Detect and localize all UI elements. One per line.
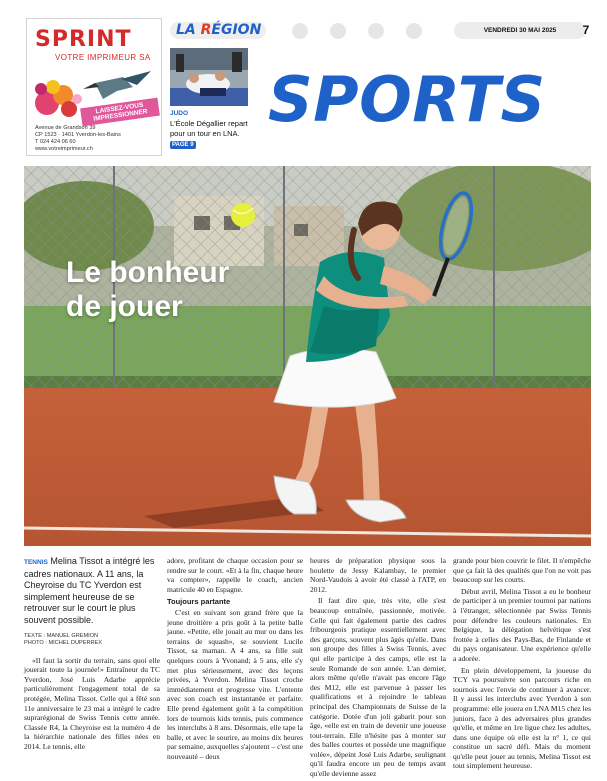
article-column-2 bbox=[167, 556, 303, 763]
article-headline bbox=[66, 256, 229, 324]
paragraph: adore, profitant de chaque occasion pour se rendre sur le court. «Et à la fin, chaque heure va compter», rappelle le coach, ancien matricule 40 en Espagne. bbox=[167, 556, 303, 594]
credit-photo: PHOTO : MICHEL DUPERREX bbox=[24, 640, 103, 647]
header-dot bbox=[406, 23, 422, 39]
newspaper-logo: LA RÉGION bbox=[176, 22, 262, 38]
article-column-3 bbox=[310, 556, 446, 781]
newspaper-logo-pill[interactable] bbox=[170, 22, 266, 39]
ad-tagline: VOTRE IMPRIMEUR SA bbox=[55, 53, 151, 62]
lead-text: Melina Tissot a intégré les cadres nationaux. A 11 ans, la Cheyroise du TC Yverdon est simplement heureuse de se retrouver sur le court le plus souvent possible. bbox=[24, 556, 155, 625]
paragraph: heures de préparation physique sous la houlette de Jessy Kalambay, le premier Nord-Vaudois à avoir été classé à l'ATP, en 2012. bbox=[310, 556, 446, 594]
paragraph: Début avril, Melina Tissot a eu le bonheur de participer à un premier tournoi par nations à l'étranger, sélectionnée par Swiss Tennis pour défendre les couleurs nationales. En Belgique, la délégation helvétique s'est frottée à celles des Pays-Bas, de Finlande et du pays organisateur. Une expérience qu'elle a adorée. bbox=[453, 586, 591, 663]
headline-line: de jouer bbox=[66, 290, 183, 323]
issue-date: VENDREDI 30 MAI 2025 bbox=[483, 27, 557, 34]
ad-website[interactable]: www.votreimprimeur.ch bbox=[35, 146, 93, 152]
teaser-page-badge[interactable]: PAGE 9 bbox=[172, 142, 194, 148]
header-dot bbox=[368, 23, 384, 39]
article-lead bbox=[24, 556, 160, 627]
hero-photo[interactable] bbox=[24, 166, 591, 546]
paragraph: «Il faut la sortir du terrain, sans quoi elle jouerait toute la journée!» Entraîneur du TC Yverdon, José Luis Adarbe apprécie particulièrement l'engagement total de sa protégée, Melina Tissot. Celle qui a fêté son 11e anniversaire le 23 mai a intégré le cadre suprarégional de Swiss Tennis cette année. Classée R4, la Cheyroise est la numéro 4 de la hiérarchie nationale des filles nées en 2014. Le tennis, elle bbox=[24, 655, 160, 751]
article-credits bbox=[24, 633, 160, 648]
page-number: 7 bbox=[582, 23, 590, 37]
header-dot bbox=[292, 23, 308, 39]
tennis-player-illustration bbox=[24, 166, 591, 546]
headline-line: Le bonheur bbox=[66, 256, 230, 289]
article-column-1 bbox=[24, 556, 160, 754]
paragraph: Il faut dire que, très vite, elle s'est beaucoup entraînée, passionnée, motivée. Celle qui fait également partie des cadres fribourgeois pratique essentiellement avec des garçons, souvent plus âgés qu'elle. Dans son groupe des filles à Swiss Tennis, avec qui elle participe à des camps, elle est la seule Romande de son année. L'an dernier, alors même qu'elle n'avait pas encore l'âge des M12, elle est parvenue à passer les qualifications et à rejoindre le tableau principal des Championnats de Suisse de la catégorie. Dotée d'un joli gabarit pour son âge, «elle est en train de devenir une joueuse tout-terrain. Elle n'hésite pas à monter sur des balles courtes et possède une magnifique volée», dépeint José Luis Adarbe, soulignant qu'il faudra encore un peu de temps avant qu'elle devienne assez bbox=[310, 596, 446, 779]
ad-address-line: Avenue de Grandson 39 bbox=[35, 125, 96, 131]
ad-brand-logo: SPRINT bbox=[35, 27, 132, 52]
subheading: Toujours partante bbox=[167, 597, 231, 607]
date-pill bbox=[454, 22, 586, 39]
article-column-4 bbox=[453, 556, 591, 773]
judo-teaser-photo[interactable] bbox=[170, 48, 248, 106]
credit-text: TEXTE : MANUEL GREMION bbox=[24, 632, 99, 639]
sprint-advertisement[interactable] bbox=[26, 18, 162, 156]
section-title: SPORTS bbox=[268, 63, 546, 136]
paragraph: En plein développement, la joueuse du TCY va poursuivre son parcours riche en tournois avec l'envie de continuer à avancer. Il y aussi les interclubs avec Yverdon à son programme: elle jouera en LNA M15 chez les juniors, face à des adversaires plus grandes qu'elle, et même en 1re ligue chez les adultes, dans une équipe où elle est la n° 1, ce qui constitue un sacré défi. Mais du moment qu'elle peut jouer au tennis, Melina Tissot est tout simplement heureuse. bbox=[453, 665, 591, 771]
teaser-kicker: JUDO bbox=[170, 110, 189, 117]
ad-phone: T 024 424 06 60 bbox=[35, 139, 76, 145]
teaser-text: L'École Dégallier repart pour un tour en LNA. bbox=[170, 119, 248, 138]
paragraph: C'est en suivant son grand frère que la jeune droitière a pris goût à la petite balle jaune. «Petite, elle jouait au mur ou dans les terrains de squash», se souvient Lucile Tissot, sa maman. A 4 ans, sa fille suit quelques cours à Yvonand; à 5 ans, elle s'y met plus sérieusement, avec des leçons privées, à Yverdon. Melina Tissot croche immédiatement et progresse vite. L'entente avec son coach est instantanée et parfaite. Elle prend également goût à la compétition lors de tournois kids tennis, puis commence les interclubs à 8 ans. Désormais, elle tape la balle, et avec le sourire, au moins dix heures par semaine, auxquelles s'ajoutent – c'est une nouveauté – deux bbox=[167, 607, 303, 761]
page-header bbox=[170, 22, 600, 40]
paragraph: grande pour bien couvrir le filet. Il n'empêche que ça fait là des qualités que l'on ne voit pas beaucoup sur les courts. bbox=[453, 556, 591, 585]
ad-stamp-badge: LAISSEZ-VOUS IMPRESSIONNER bbox=[80, 98, 160, 127]
ad-address-line: CP 1523 · 1401 Yverdon-les-Bains bbox=[35, 132, 121, 138]
teaser-link[interactable] bbox=[170, 119, 250, 149]
header-dot bbox=[330, 23, 346, 39]
lead-kicker: TENNIS bbox=[24, 559, 48, 566]
